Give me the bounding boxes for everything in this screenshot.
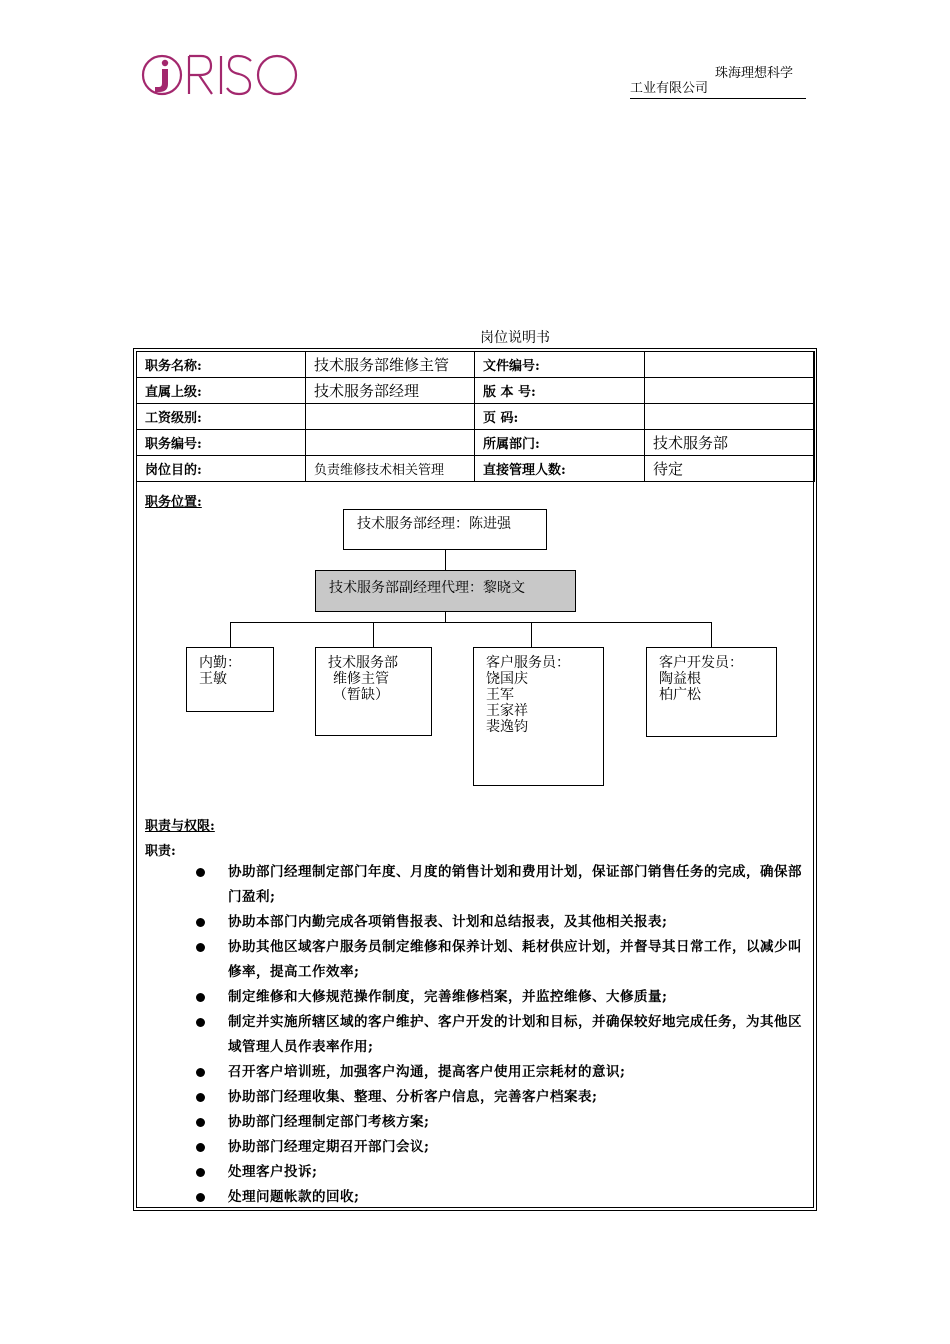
- org-box-manager: [343, 509, 547, 550]
- position-section-label: 职务位置:: [145, 495, 202, 510]
- org-branch-line: [230, 622, 711, 623]
- bullet-icon: [196, 943, 205, 952]
- bullet-icon: [196, 1143, 205, 1152]
- list-item: 制定维修和大修规范操作制度，完善维修档案，并监控维修、大修质量;: [196, 985, 808, 1010]
- header-rule: [630, 98, 806, 99]
- list-item: 协助本部门内勤完成各项销售报表、计划和总结报表，及其他相关报表;: [196, 910, 808, 935]
- org-unit-line: 维修主管: [333, 671, 389, 687]
- label-page: 页 码:: [475, 404, 645, 430]
- label-job-number: 职务编号:: [137, 430, 306, 456]
- org-unit-line: 王敏: [199, 671, 227, 687]
- list-item: 协助其他区域客户服务员制定维修和保养计划、耗材供应计划，并督导其日常工作，以减少叫修率，提高工作效率;: [196, 935, 808, 985]
- label-file-number: 文件编号:: [475, 352, 645, 378]
- label-direct-reports: 直接管理人数:: [475, 456, 645, 482]
- org-box-admin: [186, 647, 274, 712]
- list-item: 协助部门经理收集、整理、分析客户信息，完善客户档案表;: [196, 1085, 808, 1110]
- org-unit-line: 内勤：: [199, 655, 241, 671]
- document-title: 岗位说明书: [480, 330, 550, 346]
- responsibilities-section-label: 职责与权限:: [145, 819, 215, 834]
- list-item: 召开客户培训班，加强客户沟通，提高客户使用正宗耗材的意识;: [196, 1060, 808, 1085]
- svg-text:RISO: RISO: [141, 52, 144, 53]
- bullet-icon: [196, 1118, 205, 1127]
- bullet-icon: [196, 993, 205, 1002]
- org-connector: [531, 622, 532, 647]
- label-direct-superior: 直属上级:: [137, 378, 306, 404]
- org-unit-line: 饶国庆: [486, 671, 528, 687]
- org-connector: [711, 622, 712, 647]
- list-item: 处理问题帐款的回收;: [196, 1185, 808, 1210]
- bullet-icon: [196, 868, 205, 877]
- org-box-maintenance-supervisor: [315, 647, 432, 736]
- label-salary-grade: 工资级别:: [137, 404, 306, 430]
- org-unit-line: 技术服务部: [328, 655, 398, 671]
- value-department: 技术服务部: [645, 430, 815, 456]
- org-unit-line: 客户开发员：: [659, 655, 743, 671]
- label-department: 所属部门:: [475, 430, 645, 456]
- org-unit-line: 柏广松: [659, 687, 701, 703]
- bullet-icon: [196, 1168, 205, 1177]
- org-connector: [445, 612, 446, 622]
- org-deputy-text: 技术服务部副经理代理：黎晓文: [329, 580, 525, 596]
- value-version: [645, 378, 815, 404]
- value-salary-grade: [306, 404, 475, 430]
- org-manager-text: 技术服务部经理：陈进强: [357, 516, 511, 532]
- value-file-number: [645, 352, 815, 378]
- org-unit-line: 客户服务员：: [486, 655, 570, 671]
- riso-logo: [141, 52, 301, 98]
- list-item: 协助部门经理定期召开部门会议;: [196, 1135, 808, 1160]
- org-box-customer-service: [473, 647, 604, 786]
- bullet-icon: [196, 1068, 205, 1077]
- org-connector: [445, 550, 446, 570]
- bullet-icon: [196, 1093, 205, 1102]
- list-item: 协助部门经理制定部门考核方案;: [196, 1110, 808, 1135]
- table-row: [137, 352, 815, 378]
- org-box-deputy: [315, 570, 576, 612]
- list-item: 协助部门经理制定部门年度、月度的销售计划和费用计划，保证部门销售任务的完成，确保部门盈利;: [196, 860, 808, 910]
- org-unit-line: 裴逸钧: [486, 719, 528, 735]
- value-page: [645, 404, 815, 430]
- company-name-line2: 工业有限公司: [630, 81, 709, 96]
- org-connector: [230, 622, 231, 647]
- bullet-icon: [196, 1193, 205, 1202]
- org-unit-line: 王军: [486, 687, 514, 703]
- bullet-icon: [196, 1018, 205, 1027]
- org-unit-line: 陶益根: [659, 671, 701, 687]
- org-unit-line: 王家祥: [486, 703, 528, 719]
- duties-list: [196, 860, 808, 1210]
- table-row: [137, 430, 815, 456]
- org-box-customer-development: [646, 647, 777, 737]
- org-connector: [373, 622, 374, 647]
- company-name-line1: 珠海理想科学: [714, 66, 793, 81]
- value-job-number: [306, 430, 475, 456]
- duties-label: 职责:: [145, 844, 176, 859]
- value-job-title: 技术服务部维修主管: [306, 352, 475, 378]
- list-item: 制定并实施所辖区域的客户维护、客户开发的计划和目标，并确保较好地完成任务，为其他区域管理人员作表率作用;: [196, 1010, 808, 1060]
- table-row: [137, 404, 815, 430]
- label-version: 版 本 号:: [475, 378, 645, 404]
- job-info-table: [136, 351, 815, 482]
- value-direct-reports: 待定: [645, 456, 815, 482]
- company-name: [630, 66, 805, 98]
- bullet-icon: [196, 918, 205, 927]
- value-direct-superior: 技术服务部经理: [306, 378, 475, 404]
- list-item: 处理客户投诉;: [196, 1160, 808, 1185]
- org-unit-line: （暂缺）: [333, 687, 389, 703]
- table-row: [137, 378, 815, 404]
- label-job-purpose: 岗位目的:: [137, 456, 306, 482]
- table-row: [137, 456, 815, 482]
- value-job-purpose: 负责维修技术相关管理: [306, 456, 475, 482]
- label-job-title: 职务名称:: [137, 352, 306, 378]
